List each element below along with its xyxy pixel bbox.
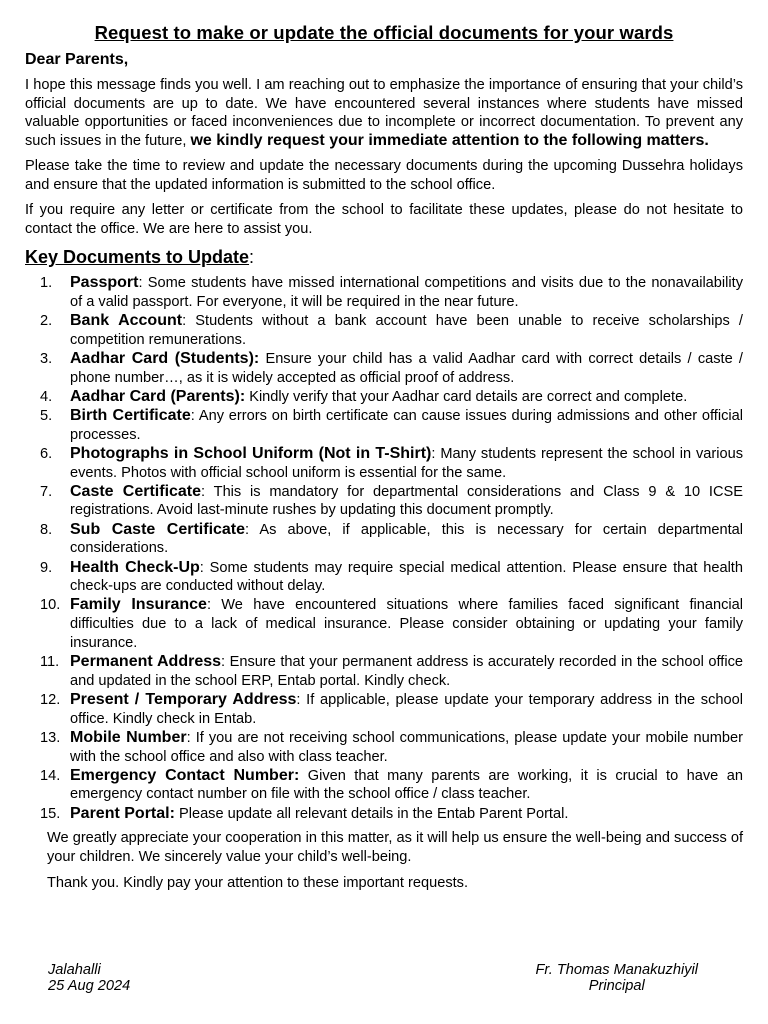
document-number-cell — [25, 559, 70, 596]
document-text: : We have encountered situations where families faced significant financial difficulties due to a lack of medical insurance. Please consider obtaining or updating your family insurance. — [70, 597, 743, 651]
document-number-cell — [25, 521, 70, 558]
greeting: Dear Parents, — [25, 51, 129, 68]
document-item — [25, 350, 743, 387]
document-title: Aadhar Card (Parents): — [70, 387, 246, 405]
document-item — [25, 653, 743, 690]
document-description — [70, 596, 743, 652]
document-title: Passport — [70, 274, 139, 291]
document-text: : Many students represent the school in various events. Photos with official school uniform is essential for the same. — [70, 445, 743, 481]
place: Jalahalli — [48, 962, 101, 978]
document-title: Caste Certificate — [70, 482, 202, 500]
intro-emphasis: we kindly request your immediate attention to the following matters. — [190, 131, 709, 149]
document-number: 5. — [40, 407, 53, 424]
document-title: Bank Account — [70, 311, 183, 329]
document-title: Present / Temporary Address — [70, 690, 297, 708]
intro-paragraph — [25, 76, 743, 150]
document-item — [25, 274, 743, 311]
document-number: 4. — [40, 388, 53, 405]
document-description — [70, 350, 743, 387]
document-text: : If applicable, please update your temporary address in the school office. Kindly check in Entab. — [70, 691, 743, 727]
document-item — [25, 312, 743, 349]
document-number-cell — [25, 312, 70, 349]
document-description — [70, 559, 743, 596]
document-item — [25, 521, 743, 558]
document-title: Health Check-Up — [70, 558, 200, 576]
document-item — [25, 388, 743, 407]
document-number-cell — [25, 691, 70, 728]
document-number: 11. — [40, 654, 60, 671]
document-number: 13. — [40, 729, 61, 746]
document-description — [70, 521, 743, 558]
document-number: 12. — [40, 691, 61, 708]
document-number-cell — [25, 483, 70, 520]
document-description — [70, 729, 743, 766]
document-number-cell — [25, 596, 70, 652]
document-description — [70, 767, 743, 804]
document-description — [70, 483, 743, 520]
document-number: 14. — [40, 767, 61, 784]
section-heading — [25, 246, 743, 268]
document-item — [25, 805, 743, 824]
document-description — [70, 445, 743, 482]
signatory-name: Fr. Thomas Manakuzhiyil — [535, 962, 698, 978]
document-text: : This is mandatory for departmental considerations and Class 9 & 10 ICSE registrations. Avoid last-minute rushes by updating this document promptly. — [70, 483, 743, 519]
document-item — [25, 596, 743, 652]
document-number: 15. — [40, 805, 61, 822]
document-number-cell — [25, 274, 70, 311]
document-number: 9. — [40, 559, 53, 576]
document-text: Ensure your child has a valid Aadhar card with correct details / caste / phone number…, as it is widely accepted as official proof of address. — [70, 350, 743, 386]
document-item — [25, 445, 743, 482]
document-item — [25, 483, 743, 520]
document-number: 6. — [40, 445, 53, 462]
document-text: : If you are not receiving school communications, please update your mobile number with the school office and also with class teacher. — [70, 729, 743, 765]
document-text: : As above, if applicable, this is necessary for certain departmental considerations. — [70, 521, 743, 557]
document-number-cell — [25, 767, 70, 804]
document-number: 1. — [40, 275, 53, 291]
document-text: : Some students may require special medical attention. Please ensure that health check-ups are conducted without delay. — [70, 559, 743, 595]
intro-text: I hope this message finds you well. I am reaching out to emphasize the importance of ensuring that your child’s official documents are up to date. We have encountered several instances where students have missed valuable opportunities or faced inconveniences due to incomplete or incorrect documentation. To prevent any such issues in the future, — [25, 77, 743, 149]
document-item — [25, 691, 743, 728]
document-text: : Ensure that your permanent address is accurately recorded in the school office and updated in the school ERP, Entab portal. Kindly check. — [70, 654, 743, 689]
document-title: Permanent Address — [70, 653, 222, 671]
document-number-cell — [25, 445, 70, 482]
document-number-cell — [25, 805, 70, 824]
document-number-cell — [25, 653, 70, 690]
document-description — [70, 388, 743, 407]
place-date — [48, 962, 130, 994]
signatory-role: Principal — [588, 978, 645, 994]
document-number: 10. — [40, 597, 61, 614]
document-number-cell — [25, 407, 70, 444]
document-number-cell — [25, 729, 70, 766]
section-heading-colon: : — [249, 247, 255, 267]
section-heading-text: Key Documents to Update — [25, 247, 250, 267]
document-number-cell — [25, 388, 70, 407]
document-title: Emergency Contact Number: — [70, 766, 300, 784]
document-item — [25, 407, 743, 444]
letter-title: Request to make or update the official documents for your wards — [94, 22, 674, 43]
document-description — [70, 274, 743, 311]
document-number: 7. — [40, 483, 53, 500]
document-number: 3. — [40, 350, 53, 367]
document-title: Birth Certificate — [70, 406, 191, 424]
document-text: Please update all relevant details in the Entab Parent Portal. — [174, 805, 569, 822]
holiday-paragraph: Please take the time to review and update the necessary documents during the upcoming Dussehra holidays and ensure that the updated information is submitted to the school office. — [25, 158, 743, 193]
document-description — [70, 691, 743, 728]
document-text: Kindly verify that your Aadhar card details are correct and complete. — [245, 388, 688, 405]
document-number: 8. — [40, 521, 53, 538]
document-number: 2. — [40, 312, 53, 329]
date: 25 Aug 2024 — [48, 978, 131, 994]
document-title: Mobile Number — [70, 728, 187, 746]
document-title: Photographs in School Uniform (Not in T-Shirt) — [70, 444, 432, 462]
document-item — [25, 729, 743, 766]
closing-paragraph: We greatly appreciate your cooperation in this matter, as it will help us ensure the well-being and success of your children. We sincerely value your child’s well-being. — [47, 830, 743, 865]
document-title: Aadhar Card (Students): — [70, 349, 260, 367]
documents-list — [25, 274, 743, 823]
document-title: Sub Caste Certificate — [70, 520, 246, 538]
document-text: : Some students have missed international competitions and visits due to the nonavailability of a valid passport. For everyone, it will be required in the near future. — [70, 275, 743, 310]
document-text: : Students without a bank account have been unable to receive scholarships / competition remunerations. — [70, 312, 743, 348]
document-text: Given that many parents are working, it is crucial to have an emergency contact number on file with the school office / class teacher. — [70, 767, 743, 803]
assistance-paragraph: If you require any letter or certificate from the school to facilitate these updates, please do not hesitate to contact the office. We are here to assist you. — [25, 202, 743, 237]
document-title: Parent Portal: — [70, 804, 175, 822]
document-item — [25, 767, 743, 804]
document-description — [70, 407, 743, 444]
document-item — [25, 559, 743, 596]
document-description — [70, 312, 743, 349]
document-description — [70, 653, 743, 690]
document-description — [70, 805, 743, 824]
document-text: : Any errors on birth certificate can cause issues during admissions and other official processes. — [70, 407, 743, 443]
signature-block — [48, 962, 698, 994]
signatory — [536, 962, 698, 994]
document-number-cell — [25, 350, 70, 387]
document-title: Family Insurance — [70, 596, 207, 614]
thank-you-line: Thank you. Kindly pay your attention to these important requests. — [47, 875, 469, 892]
